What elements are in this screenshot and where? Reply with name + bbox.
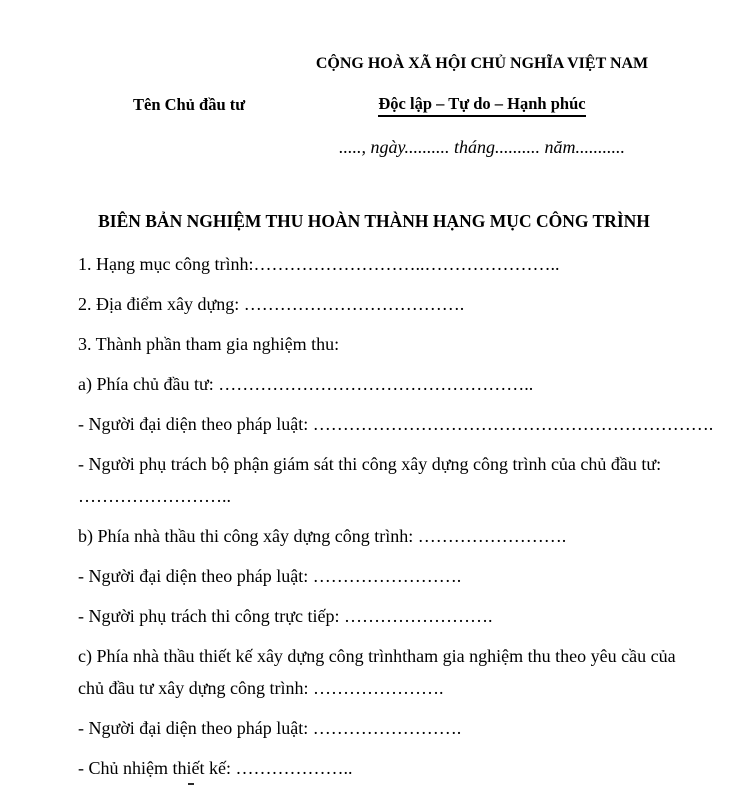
paragraph-item-10 [78,640,678,704]
investor-name-label: Tên Chủ đầu tư [133,95,246,114]
document-title: BIÊN BẢN NGHIỆM THU HOÀN THÀNH HẠNG MỤC CÔNG TRÌNH [98,211,650,231]
paragraph-item-3 [78,328,678,360]
body-line: chủ đầu tư xây dựng công trình: …………………. [78,678,444,698]
body-line: - Người phụ trách bộ phận giám sát thi công xây dựng công trình của chủ đầu tư: [78,454,662,474]
paragraph-item-7 [78,520,678,552]
date-place-line: ....., ngày.......... tháng.......... năm........... [339,137,625,157]
national-header [252,55,712,158]
body-line: - Người phụ trách thi công trực tiếp: ……………………. [78,606,493,626]
body-line: c) Phía nhà thầu thiết kế xây dựng công trìnhtham gia nghiệm thu theo yêu cầu của [78,646,676,666]
body-line: - Người đại diện theo pháp luật: ……………………. [78,566,462,586]
body-line: 1. Hạng mục công trình:………………………..………………….. [78,254,560,274]
paragraph-item-6 [78,448,678,512]
paragraph-item-4 [78,368,678,400]
paragraph-item-11 [78,712,678,744]
body-line: - Người đại diện theo pháp luật: …………………………………………………………. [78,414,714,434]
paragraph-item-1 [78,248,678,280]
national-motto-line2-wrap [252,94,712,117]
clipped-next-line-glyph [188,783,194,785]
body-line: 3. Thành phần tham gia nghiệm thu: [78,334,340,354]
paragraph-item-9 [78,600,678,632]
paragraph-item-12 [78,752,678,784]
document-body [78,248,714,790]
paragraph-item-8 [78,560,678,592]
body-line: - Người đại diện theo pháp luật: ……………………. [78,718,462,738]
body-line: 2. Địa điểm xây dựng: ………………………………. [78,294,465,314]
national-motto-line2: Độc lập – Tự do – Hạnh phúc [378,94,585,117]
paragraph-item-2 [78,288,678,320]
paragraph-item-5 [78,408,714,440]
body-line: - Chủ nhiệm thiết kế: ……………….. [78,758,353,778]
body-line: b) Phía nhà thầu thi công xây dựng công trình: ……………………. [78,526,567,546]
body-line: a) Phía chủ đầu tư: …………………………………………….. [78,374,534,394]
body-line: …………………….. [78,486,231,506]
national-motto-line1: CỘNG HOÀ XÃ HỘI CHỦ NGHĨA VIỆT NAM [315,55,649,72]
